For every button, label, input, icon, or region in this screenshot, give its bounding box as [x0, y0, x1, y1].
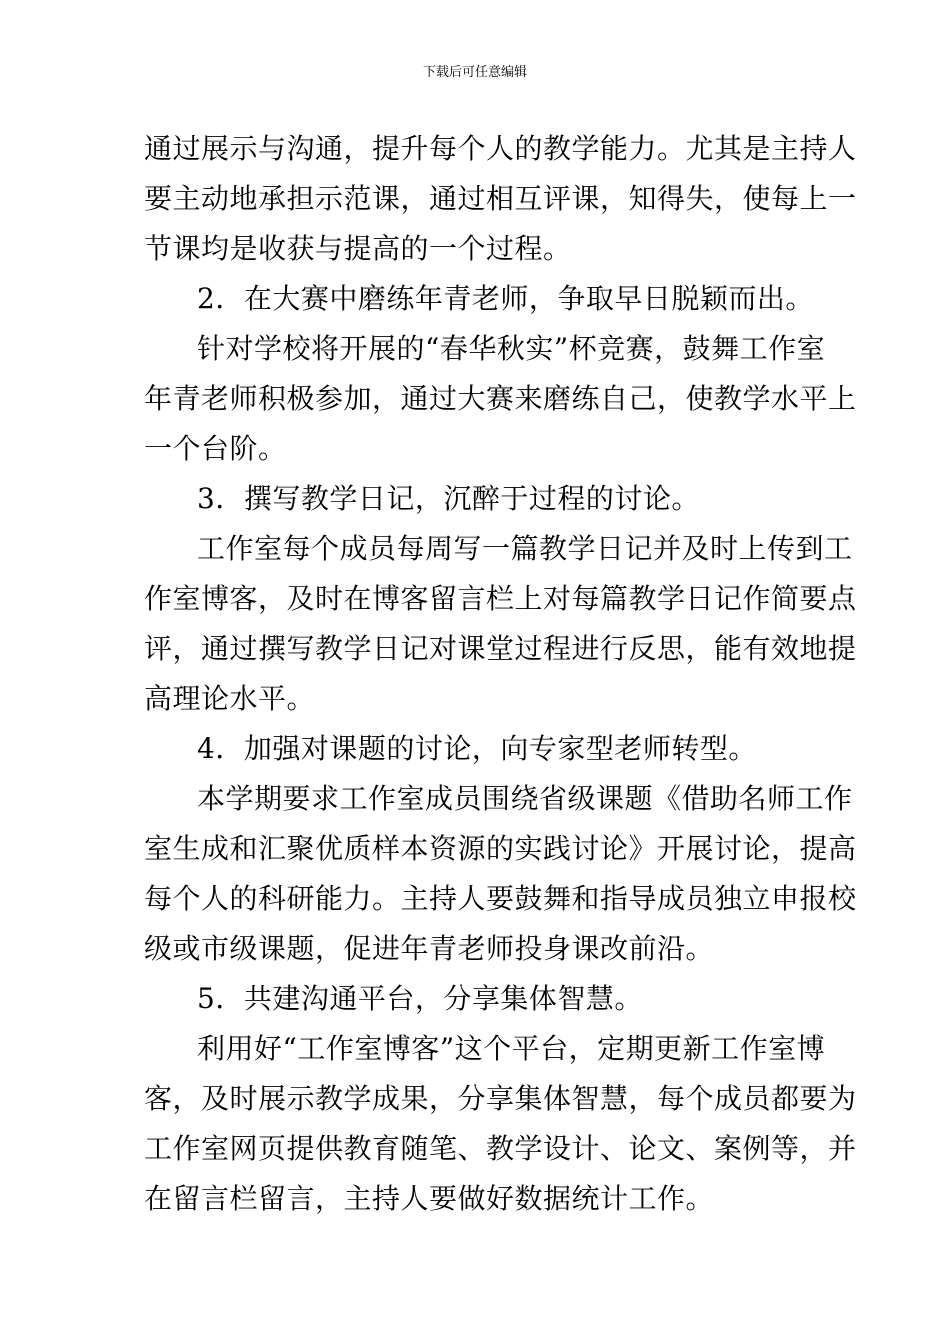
text-line: 针对学校将开展的“春华秋实”杯竞赛，鼓舞工作室	[197, 332, 826, 365]
page-header: 下载后可任意编辑	[422, 65, 527, 80]
document-body	[144, 124, 857, 1224]
text-line: 作室博客，及时在博客留言栏上对每篇教学日记作简要点	[144, 582, 857, 615]
text-line: 一个台阶。	[144, 432, 287, 465]
text-line: 室生成和汇聚优质样本资源的实践讨论》开展讨论，提高	[144, 832, 857, 865]
section-heading-5: 5．共建沟通平台，分享集体智慧。	[197, 982, 643, 1015]
text-line: 要主动地承担示范课，通过相互评课，知得失，使每上一	[144, 182, 857, 215]
text-line: 客，及时展示教学成果，分享集体智慧，每个成员都要为	[144, 1082, 857, 1115]
text-line: 工作室网页提供教育随笔、教学设计、论文、案例等，并	[144, 1132, 857, 1165]
text-line: 高理论水平。	[144, 682, 316, 715]
section-heading-2: 2．在大赛中磨练年青老师，争取早日脱颖而出。	[197, 282, 814, 315]
text-line: 本学期要求工作室成员围绕省级课题《借助名师工作	[197, 782, 853, 815]
text-line: 在留言栏留言，主持人要做好数据统计工作。	[144, 1182, 715, 1215]
text-line: 评，通过撰写教学日记对课堂过程进行反思，能有效地提	[144, 632, 857, 665]
text-line: 级或市级课题，促进年青老师投身课改前沿。	[144, 932, 715, 965]
text-line: 工作室每个成员每周写一篇教学日记并及时上传到工	[197, 532, 853, 565]
text-line: 节课均是收获与提高的一个过程。	[144, 232, 572, 265]
text-line: 年青老师积极参加，通过大赛来磨练自己，使教学水平上	[144, 382, 857, 415]
section-heading-3: 3．撰写教学日记，沉醉于过程的讨论。	[197, 482, 700, 515]
text-line: 通过展示与沟通，提升每个人的教学能力。尤其是主持人	[144, 132, 857, 165]
section-heading-4: 4．加强对课题的讨论，向专家型老师转型。	[197, 732, 757, 765]
text-line: 利用好“工作室博客”这个平台，定期更新工作室博	[197, 1032, 826, 1065]
text-line: 每个人的科研能力。主持人要鼓舞和指导成员独立申报校	[144, 882, 857, 915]
